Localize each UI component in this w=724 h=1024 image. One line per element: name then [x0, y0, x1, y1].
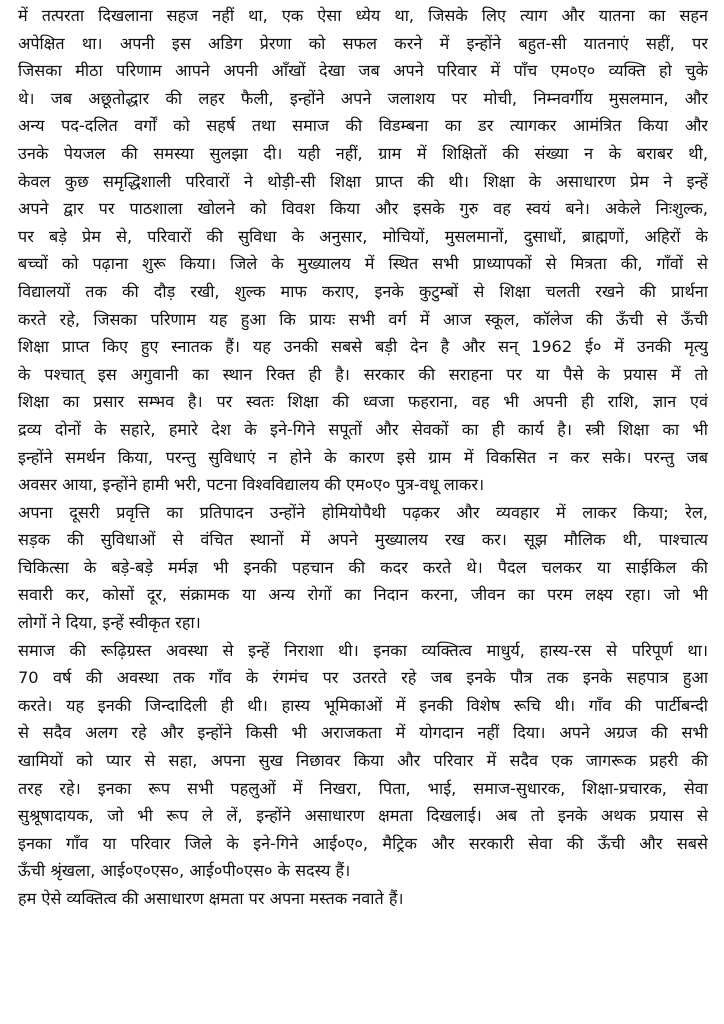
- text-line: अपने द्वार पर पाठशाला खोलने को विवश किया और इसके गुरु वह स्वयं बने। अकेले निःशुल्क,: [18, 199, 708, 219]
- text-line: पर बड़े प्रेम से, परिवारों की सुविधा के अनुसार, मोचियों, मुसलमानों, दुसाधों, ब्राह्मणों, अहिरों के: [18, 226, 708, 246]
- text-line: के पश्चात् इस अगुवानी का स्थान रिक्त ही है। सरकार की सराहना पर या पैसे के प्रयास में तो: [18, 364, 708, 384]
- text-line: बच्चों को पढ़ाना शुरू किया। जिले के मुख्यालय में स्थित सभी प्राध्यापकों से मित्रता की, गाँवों से: [18, 254, 708, 274]
- text-line: तरह रहे। इनका रूप सभी पहलुओं में निखरा, पिता, भाई, समाज-सुधारक, शिक्षा-प्रचारक, सेवा: [18, 778, 708, 798]
- text-line: हम ऐसे व्यक्तित्व की असाधारण क्षमता पर अपना मस्तक नवाते हैं।: [18, 889, 404, 908]
- document-page: [18, 2, 708, 913]
- text-line: सवारी कर, कोसों दूर, संक्रामक या अन्य रोगों का निदान करना, जीवन का परम लक्ष्य रहा। जो भी: [18, 585, 708, 605]
- text-line: ऊँची श्रृंखला, आई०ए०एस०, आई०पी०एस० के सदस्य हैं।: [18, 861, 351, 881]
- text-line: उनके पेयजल की समस्या सुलझा दी। यही नहीं, ग्राम में शिक्षितों की संख्या न के बराबर थी,: [18, 143, 708, 163]
- text-line: करते रहे, जिसका परिणाम यह हुआ कि प्रायः सभी वर्ग में आज स्कूल, कॉलेज की ऊँची से ऊँची: [18, 309, 708, 329]
- text-line: इनका गाँव या परिवार जिले के इने-गिने आई०ए०, मैट्रिक और सरकारी सेवा की ऊँची और सबसे: [18, 833, 708, 853]
- text-line: थे। जब अछूतोद्धार की लहर फैली, इन्होंने अपने जलाशय पर मोची, निम्नवर्गीय मुसलमान, और: [18, 88, 708, 108]
- text-line: खामियों को प्यार से सहा, अपना सुख निछावर किया और परिवार में सदैव एक जागरूक प्रहरी की: [18, 751, 708, 771]
- text-line: अवसर आया, इन्होंने हामी भरी, पटना विश्वविद्यालय की एम०ए० पुत्र-वधू लाकर।: [18, 475, 485, 495]
- text-line: 70 वर्ष की अवस्था तक गाँव के रंगमंच पर उतरते रहे जब इनके पौत्र तक इनके सहपात्र हुआ: [18, 668, 708, 688]
- text-line: सड़क की सुविधाओं से वंचित स्थानों में अपने मुख्यालय रख कर। सूझ मौलिक थी, पाश्चात्य: [18, 530, 708, 550]
- text-line: चिकित्सा के बड़े-बड़े मर्मज्ञ भी इनकी पहचान की कदर करते थे। पैदल चलकर या साईकिल की: [18, 557, 708, 577]
- text-line: सुश्रूषादायक, जो भी रूप ले लें, इन्होंने असाधारण क्षमता दिखलाई। अब तो इनके अथक प्रयास से: [18, 806, 708, 826]
- text-line: जिसका मीठा परिणाम आपने अपनी आँखों देखा जब अपने परिवार में पाँच एम०ए० व्यक्ति हो चुके: [18, 61, 708, 81]
- text-line: अपना दूसरी प्रवृत्ति का प्रतिपादन उन्होंने होमियोपैथी पढ़कर और व्यवहार में लाकर किया; रेल,: [18, 502, 708, 522]
- text-line: शिक्षा प्राप्त किए हुए स्नातक हैं। यह उनकी सबसे बड़ी देन है और सन् 1962 ई० में उनकी मृत्यु: [18, 337, 708, 357]
- text-line: में तत्परता दिखलाना सहज नहीं था, एक ऐसा ध्येय था, जिसके लिए त्याग और यातना का सहन: [18, 6, 708, 25]
- text-line: इन्होंने समर्थन किया, परन्तु सुविधाएं न होने के कारण इसे ग्राम में विकसित न कर सके। परन्तु जब: [18, 447, 708, 467]
- text-line: द्रव्य दोनों के सहारे, हमारे देश के इने-गिने सपूतों और सेवकों का ही कार्य है। स्त्री शिक्षा का भी: [18, 419, 708, 439]
- text-line: शिक्षा का प्रसार सम्भव है। पर स्वतः शिक्षा की ध्वजा फहराना, वह भी अपनी ही राशि, ज्ञान एवं: [18, 392, 708, 412]
- text-line: समाज की रूढ़िग्रस्त अवस्था से इन्हें निराशा थी। इनका व्यक्तित्व माधुर्य, हास्य-रस से परिपूर्ण था।: [18, 640, 708, 660]
- text-line: करते। यह इनकी जिन्दादिली ही थी। हास्य भूमिकाओं में इनकी विशेष रूचि थी। गाँव की पार्टीबन्दी: [18, 695, 708, 715]
- text-line: से सदैव अलग रहे और इन्होंने किसी भी अराजकता में योगदान नहीं दिया। अपने अग्रज की सभी: [18, 723, 708, 743]
- text-line: अन्य पद-दलित वर्गों को सहर्ष तथा समाज की विडम्बना का डर त्यागकर आमंत्रित किया और: [18, 116, 708, 136]
- text-line: लोगों ने दिया, इन्हें स्वीकृत रहा।: [18, 613, 201, 633]
- text-line: विद्यालयों तक की दौड़ रखी, शुल्क माफ कराए, इनके कुटुम्बों से शिक्षा चलती रखने की प्रार्थना: [18, 281, 708, 301]
- document-body: [18, 2, 708, 913]
- text-line: अपेक्षित था। अपनी इस अडिग प्रेरणा को सफल करने में इन्होंने बहुत-सी यातनाएं सहीं, पर: [18, 33, 708, 53]
- text-line: केवल कुछ समृद्धिशाली परिवारों ने थोड़ी-सी शिक्षा प्राप्त की थी। शिक्षा के असाधारण प्रेम ने इन्हें: [18, 171, 708, 191]
